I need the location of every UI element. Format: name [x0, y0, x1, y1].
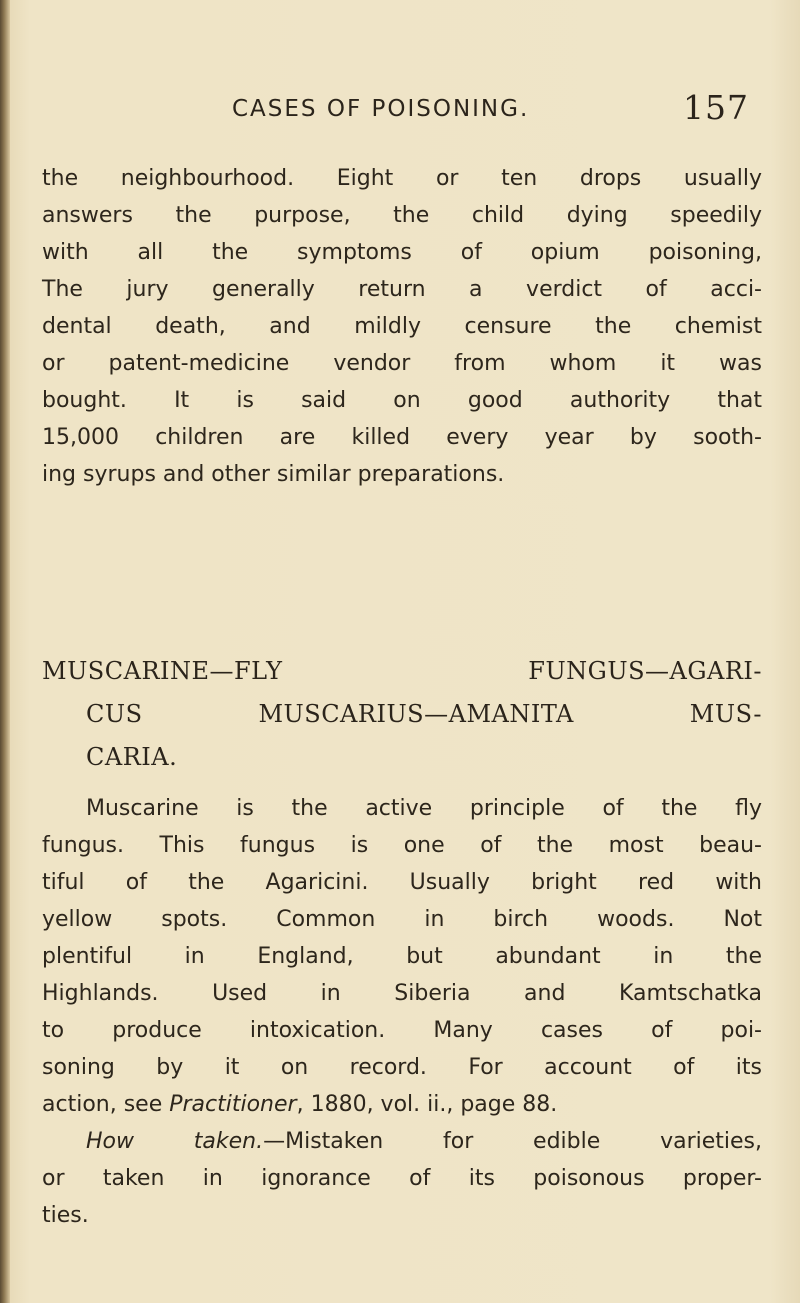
text-line: dental death, and mildly censure the chemist [42, 314, 762, 339]
subheading-how-taken: How taken. [86, 1129, 264, 1154]
text-line: ing syrups and other similar preparations. [42, 462, 505, 487]
text-line: bought. It is said on good authority that [42, 388, 762, 413]
heading-line: CARIA. [86, 743, 178, 771]
text-line: or taken in ignorance of its poisonous proper- [42, 1166, 762, 1191]
citation-details: , 1880, vol. ii., page 88. [296, 1092, 558, 1117]
text-line: answers the purpose, the child dying speedily [42, 203, 762, 228]
section-heading-muscarine [42, 650, 762, 779]
text-line-with-citation [42, 1086, 762, 1123]
heading-line: CUS MUSCARIUS—AMANITA MUS- [86, 700, 762, 728]
text-line: the neighbourhood. Eight or ten drops usually [42, 166, 762, 191]
text-line: fungus. This fungus is one of the most beau- [42, 833, 762, 858]
page-number: 157 [683, 88, 749, 127]
running-head-title: CASES OF POISONING. [232, 96, 530, 122]
text-line: with all the symptoms of opium poisoning, [42, 240, 762, 265]
citation-journal-title: Practitioner [169, 1092, 297, 1117]
text-line: 15,000 children are killed every year by sooth- [42, 425, 762, 450]
citation-prefix: action, see [42, 1092, 170, 1117]
running-head [0, 88, 800, 138]
heading-line: MUSCARINE—FLY FUNGUS—AGARI- [42, 657, 762, 685]
how-taken-text: —Mistaken for edible varieties, [263, 1129, 762, 1154]
text-line: The jury generally return a verdict of acci- [42, 277, 762, 302]
text-line: Highlands. Used in Siberia and Kamtschatka [42, 981, 762, 1006]
page-spine-edge [0, 0, 10, 1303]
text-line: or patent-medicine vendor from whom it was [42, 351, 762, 376]
text-line: ties. [42, 1203, 89, 1228]
text-line-how-taken [42, 1123, 762, 1160]
text-line: yellow spots. Common in birch woods. Not [42, 907, 762, 932]
text-line: Muscarine is the active principle of the fly [86, 796, 762, 821]
text-line: plentiful in England, but abundant in the [42, 944, 762, 969]
text-line: soning by it on record. For account of its [42, 1055, 762, 1080]
text-line: to produce intoxication. Many cases of poi- [42, 1018, 762, 1043]
paragraph-opium [42, 160, 762, 493]
text-line: tiful of the Agaricini. Usually bright red with [42, 870, 762, 895]
paragraph-muscarine [42, 790, 762, 1234]
